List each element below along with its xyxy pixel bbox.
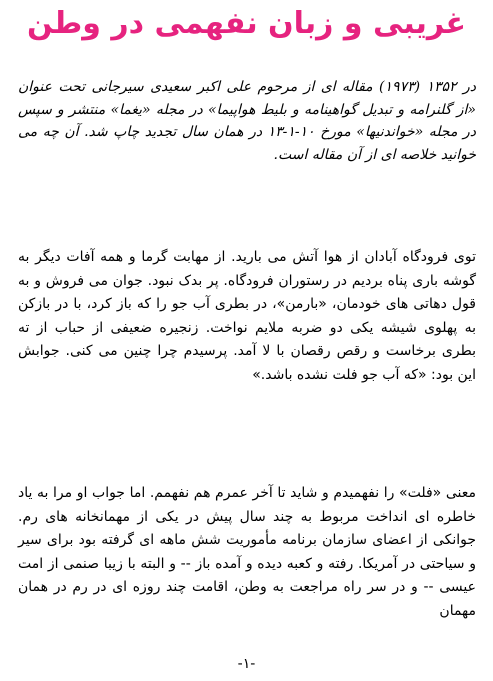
article-title: غریبی و زبان نفهمی در وطن bbox=[27, 6, 466, 41]
body-paragraph-1: توی فرودگاه آبادان از هوا آتش می بارید. از مهابت گرما و همه آفات دیگر به گوشه باری پناه بردیم در رستوران فرودگاه. پر بدک نبود. جوان می فروش و به قول دهاتی های خودمان، «بارمن»، در بطری آب جو را که باز کرد، با در بازکن به پهلوی شیشه یکی دو ضربه ملایم نواخت. زنجیره ضعیفی از حباب از ته بطری برخاست و رقص رقصان با لا آمد. پرسیدم چرا چنین می کنی. جوابش این بود: «که آب جو فلت نشده باشد.» bbox=[18, 249, 476, 383]
intro-paragraph: در ۱۳۵۲ (۱۹۷۳) مقاله ای از مرحوم علی اکبر سعیدی سیرجانی تحت عنوان «از گلنرامه و تبدیل گواهینامه و بلیط هواپیما» در مجله «یغما» منتشر و سپس در مجله «خواندنیها» مورخ ۱۰-۱-۱۳ در همان سال تجدید چاپ شد. آن چه می خوانید خلاصه ای از آن مقاله است. bbox=[18, 79, 476, 163]
body-paragraph-2: معنی «فلت» را نفهمیدم و شاید تا آخر عمرم هم نفهمم. اما جواب او مرا به یاد خاطره ای انداخت مربوط به چند سال پیش در یکی از مهمانخانه های رم. جوانکی از اعضای سازمان برنامه مأموریت شش ماهه ای گرفته بود برای سیر و سیاحتی در آمریکا. رفته و کعبه دیده و آمده باز -- و البته با زیبا صنمی از امت عیسی -- و در سر راه مراجعت به وطن، اقامت چند روزه ای در رم در همان مهمان bbox=[18, 485, 476, 619]
page-number: -۱- bbox=[237, 656, 256, 672]
